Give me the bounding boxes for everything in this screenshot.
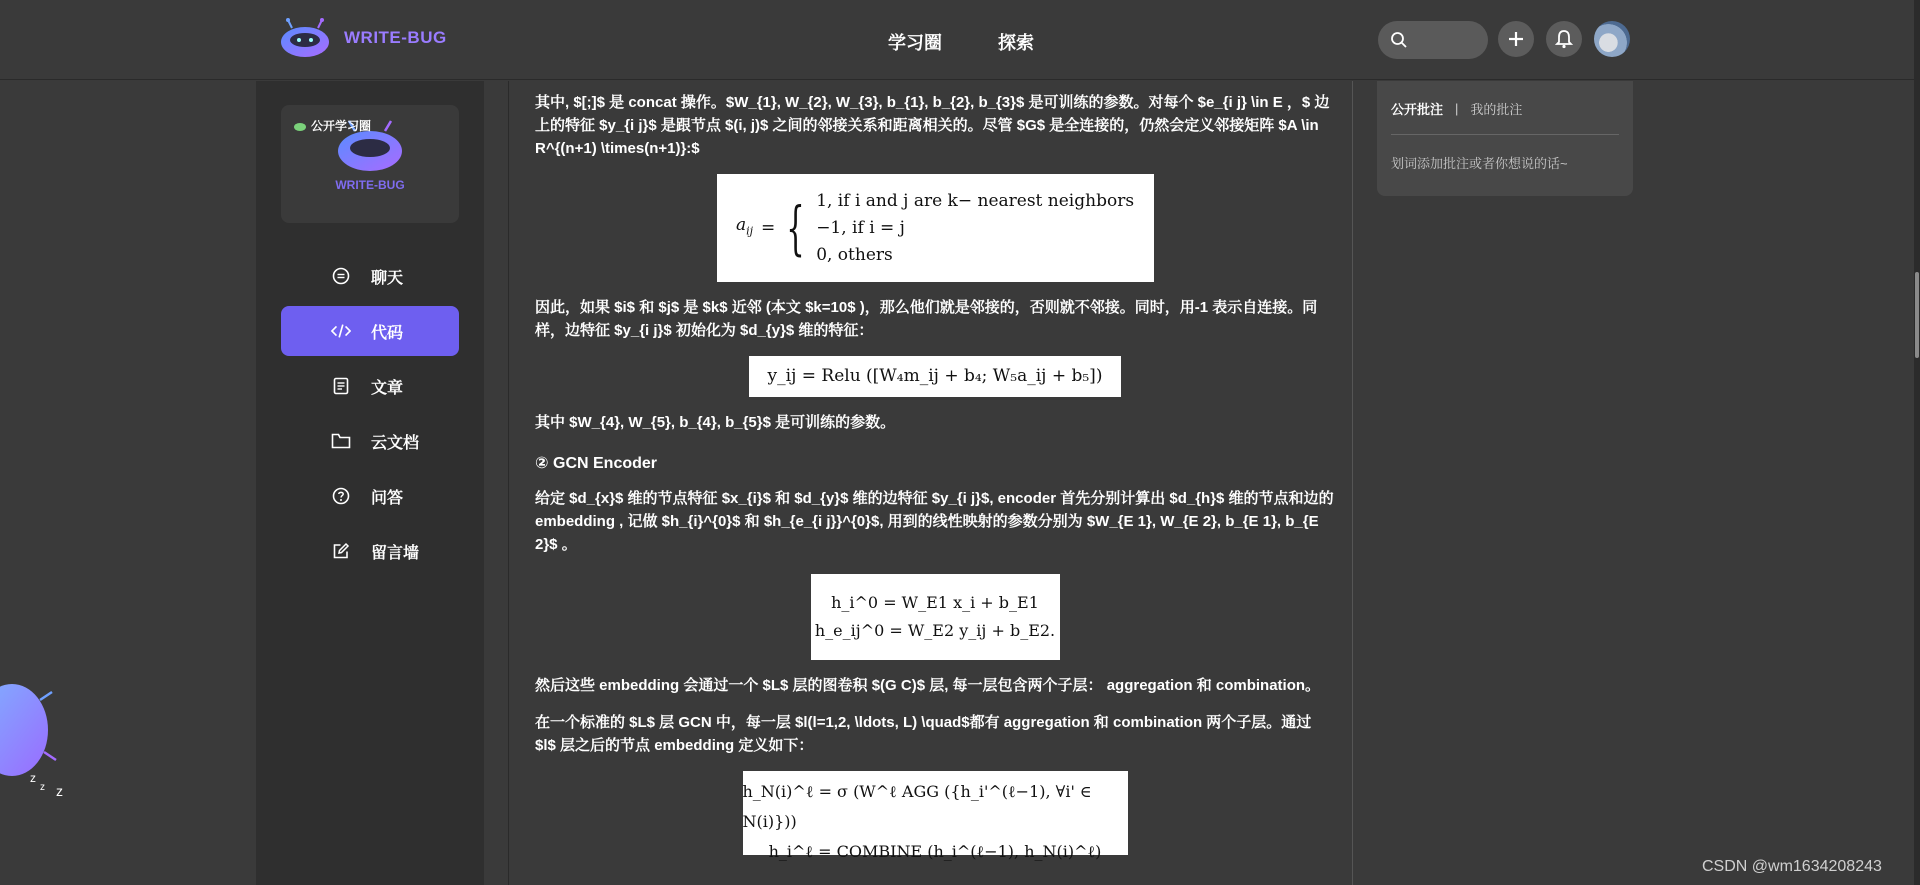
- paragraph: 在一个标准的 $L$ 层 GCN 中，每一层 $l(l=1,2, \ldots, L) \quad$都有 aggregation 和 combination 两个子层。通过 $l$ 层之后的节点 embedding 定义如下：: [535, 714, 1312, 754]
- article-icon: [331, 376, 351, 396]
- sidebar-item-label: 聊天: [371, 269, 404, 287]
- add-button[interactable]: [1498, 21, 1534, 57]
- formula-eq: =: [761, 217, 776, 238]
- paragraph: 其中, $[;]$ 是 concat 操作。$W_{1}, W_{2}, W_{3}, b_{1}, b_{2}, b_{3}$ 是可训练的参数。对每个 $e_{i j} \in E ，$ 边上的特征 $y_{i j}$ 是跟节点 $(i, j)$ 之间的邻接关系和距离相关的。尽管 $G$ 是全连接的，仍然会定义邻接矩阵 $A \in R^{(n+1) \times(n+1)}:$: [535, 94, 1330, 157]
- svg-text:z: z: [30, 771, 36, 785]
- formula-lhs: a: [735, 214, 747, 235]
- tab-separator: |: [1455, 101, 1459, 116]
- annotations-panel: [1377, 81, 1633, 196]
- site-logo[interactable]: [278, 18, 447, 58]
- plus-icon: [1506, 29, 1526, 49]
- sidebar-item-label: 代码: [371, 324, 404, 342]
- floating-mascot[interactable]: [0, 672, 70, 802]
- sidebar-item-label: 文章: [371, 379, 404, 397]
- paragraph: 因此，如果 $i$ 和 $j$ 是 $k$ 近邻 (本文 $k=10$ )，那么他们就是邻接的，否则就不邻接。同时，用-1 表示自连接。同样，边特征 $y_{i j}$ 初始化为 $d_{y}$ 维的特征：: [535, 299, 1318, 339]
- formula-case-2: −1, if i = j: [816, 217, 905, 238]
- logo-text: WRITE-BUG: [344, 28, 447, 47]
- formula-case-1: 1, if i and j are k− nearest neighbors: [816, 190, 1135, 211]
- csdn-watermark: CSDN @wm1634208243: [1702, 858, 1882, 875]
- question-icon: [331, 486, 351, 506]
- section-heading: ② GCN Encoder: [535, 455, 658, 472]
- formula-text: y_ij = Relu ([W₄m_ij + b₄; W₅a_ij + b₅]): [767, 366, 1103, 386]
- formula-lhs-sub: ij: [746, 224, 754, 238]
- code-icon: [331, 321, 351, 341]
- card-brand-text: WRITE-BUG: [335, 178, 405, 192]
- top-navigation-bar: [0, 0, 1914, 80]
- public-circle-tag: [293, 117, 371, 134]
- mascot-logo-icon: [278, 18, 332, 58]
- sidebar-item-label: 问答: [371, 489, 404, 507]
- sidebar-item-label: 云文档: [371, 434, 420, 452]
- user-avatar[interactable]: [1594, 21, 1630, 57]
- formula-line: h_N(i)^ℓ = σ (W^ℓ AGG ({h_i'^(ℓ−1), ∀i' ∈ N(i)})): [742, 782, 1092, 831]
- paragraph: 给定 $d_{x}$ 维的节点特征 $x_{i}$ 和 $d_{y}$ 维的边特征 $y_{i j}$, encoder 首先分别计算出 $d_{h}$ 维的节点和边的 embedding , 记做 $h_{i}^{0}$ 和 $h_{e_{i j}}^{0}$, 用到的线性映射的参数分别为 $W_{E 1}, W_{E 2}, b_{E 1}, b_{E 2}$ 。: [535, 490, 1334, 553]
- paragraph: 其中 $W_{4}, W_{5}, b_{4}, b_{5}$ 是可训练的参数。: [535, 414, 896, 431]
- scroll-thumb[interactable]: [1915, 272, 1919, 358]
- bell-icon: [1555, 29, 1573, 49]
- svg-text:z: z: [56, 783, 63, 799]
- edit-icon: [331, 541, 351, 561]
- sidebar-item-qa[interactable]: [281, 471, 459, 521]
- formula-line: h_e_ij^0 = W_E2 y_ij + b_E2.: [814, 621, 1056, 640]
- sleeping-mascot-icon: [0, 672, 70, 802]
- sidebar-item-label: 留言墙: [371, 544, 420, 562]
- main-nav: [888, 29, 1034, 55]
- sidebar-item-article[interactable]: [281, 361, 459, 411]
- tab-my-annotations[interactable]: 我的批注: [1470, 102, 1523, 117]
- nav-explore[interactable]: 探索: [998, 33, 1034, 53]
- formula-embedding: [811, 574, 1060, 660]
- notifications-button[interactable]: [1546, 21, 1582, 57]
- tab-public-annotations[interactable]: 公开批注: [1391, 102, 1444, 117]
- formula-gcn-layer: [742, 771, 1128, 861]
- sidebar-item-chat[interactable]: [281, 251, 459, 301]
- left-sidebar: [256, 81, 484, 885]
- nav-study-circle[interactable]: 学习圈: [888, 33, 942, 53]
- search-input[interactable]: [1378, 21, 1488, 59]
- formula-case-3: 0, others: [816, 244, 893, 265]
- page-scrollbar[interactable]: [1914, 0, 1920, 885]
- folder-icon: [331, 431, 351, 451]
- sidebar-item-message-wall[interactable]: [281, 526, 459, 576]
- formula-line: h_i^ℓ = COMBINE (h_i^(ℓ−1), h_N(i)^ℓ): [768, 842, 1102, 861]
- sidebar-item-code[interactable]: [281, 306, 459, 356]
- paragraph: 然后这些 embedding 会通过一个 $L$ 层的图卷积 $(G C)$ 层, 每一层包含两个子层： aggregation 和 combination。: [535, 677, 1321, 694]
- formula-line: h_i^0 = W_E1 x_i + b_E1: [831, 593, 1039, 612]
- sidebar-menu: [281, 251, 459, 581]
- annotation-hint: 划词添加批注或者你想说的话~: [1391, 156, 1568, 171]
- article-body: [535, 91, 1335, 869]
- search-icon: [1390, 31, 1408, 49]
- right-sidebar: [1353, 81, 1914, 885]
- brace-glyph: {: [786, 194, 805, 262]
- chat-icon: [331, 266, 351, 286]
- svg-text:z: z: [40, 782, 45, 793]
- annotation-tabs: [1391, 99, 1619, 118]
- article-column: [508, 81, 1353, 885]
- study-circle-card[interactable]: [281, 105, 459, 223]
- sidebar-item-cloud-docs[interactable]: [281, 416, 459, 466]
- robot-icon: [293, 121, 307, 131]
- formula-edge-feature: [749, 356, 1121, 397]
- formula-adjacency: [717, 174, 1154, 282]
- public-circle-label: 公开学习圈: [311, 119, 372, 133]
- divider: [1391, 134, 1619, 135]
